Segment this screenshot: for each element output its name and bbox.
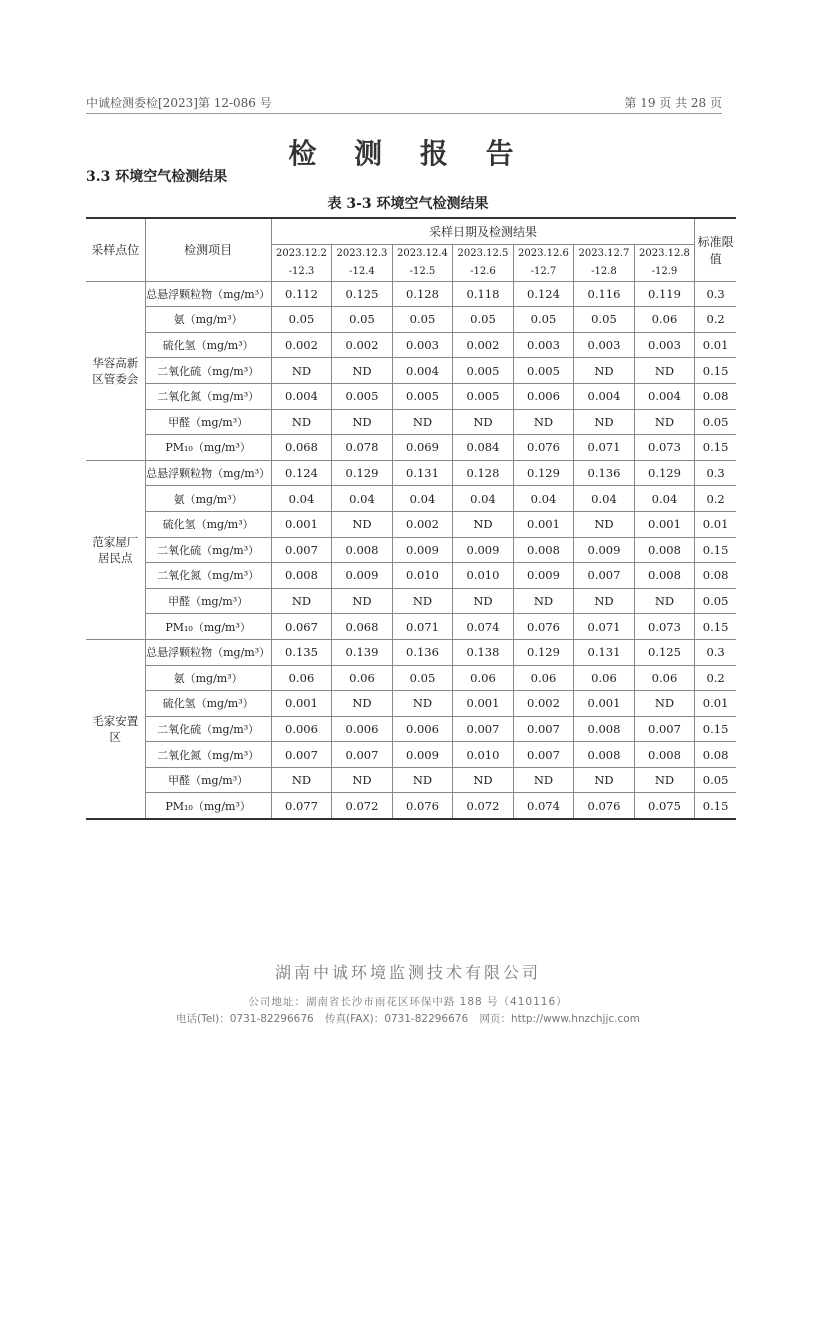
date-end: -12.7 bbox=[530, 265, 557, 277]
table-row bbox=[86, 409, 736, 435]
value-cell: 0.005 bbox=[332, 383, 393, 409]
standard-cell: 0.15 bbox=[695, 793, 736, 819]
value-cell: 0.04 bbox=[271, 486, 332, 512]
footer-address: 公司地址：湖南省长沙市雨花区环保中路 188 号（410116） bbox=[248, 996, 568, 1008]
value-cell: 0.131 bbox=[392, 460, 453, 486]
value-cell: ND bbox=[634, 691, 695, 717]
air-quality-table bbox=[86, 217, 736, 820]
standard-cell: 0.15 bbox=[695, 716, 736, 742]
item-cell: 二氧化硫（mg/m³） bbox=[145, 358, 271, 384]
value-cell: 0.139 bbox=[332, 639, 393, 665]
date-start: 2023.12.5 bbox=[457, 247, 509, 259]
value-cell: 0.072 bbox=[453, 793, 514, 819]
value-cell: 0.135 bbox=[271, 639, 332, 665]
item-cell: 甲醛（mg/m³） bbox=[145, 409, 271, 435]
standard-cell: 0.3 bbox=[695, 281, 736, 307]
date-header bbox=[634, 244, 695, 281]
value-cell: 0.005 bbox=[392, 383, 453, 409]
value-cell: 0.04 bbox=[513, 486, 574, 512]
date-start: 2023.12.6 bbox=[518, 247, 569, 259]
table-row bbox=[86, 742, 736, 768]
location-cell: 范家屋厂居民点 bbox=[86, 460, 145, 639]
value-cell: 0.076 bbox=[513, 614, 574, 640]
standard-cell: 0.08 bbox=[695, 742, 736, 768]
value-cell: 0.074 bbox=[453, 614, 514, 640]
value-cell: 0.005 bbox=[453, 383, 514, 409]
table-row bbox=[86, 486, 736, 512]
value-cell: 0.008 bbox=[574, 716, 635, 742]
value-cell: ND bbox=[453, 767, 514, 793]
table-row bbox=[86, 614, 736, 640]
value-cell: 0.001 bbox=[271, 691, 332, 717]
value-cell: ND bbox=[271, 358, 332, 384]
value-cell: 0.003 bbox=[392, 332, 453, 358]
value-cell: 0.05 bbox=[574, 307, 635, 333]
value-cell: ND bbox=[392, 588, 453, 614]
value-cell: 0.007 bbox=[271, 537, 332, 563]
value-cell: ND bbox=[332, 691, 393, 717]
date-header bbox=[392, 244, 453, 281]
col-standard-header: 标准限值 bbox=[695, 218, 736, 281]
standard-cell: 0.3 bbox=[695, 639, 736, 665]
value-cell: ND bbox=[453, 588, 514, 614]
value-cell: 0.124 bbox=[513, 281, 574, 307]
footer-company: 湖南中诚环境监测技术有限公司 bbox=[274, 963, 541, 982]
value-cell: ND bbox=[332, 588, 393, 614]
value-cell: 0.112 bbox=[271, 281, 332, 307]
value-cell: ND bbox=[332, 511, 393, 537]
value-cell: 0.007 bbox=[332, 742, 393, 768]
value-cell: 0.073 bbox=[634, 435, 695, 461]
value-cell: ND bbox=[271, 409, 332, 435]
value-cell: 0.008 bbox=[513, 537, 574, 563]
standard-cell: 0.15 bbox=[695, 358, 736, 384]
col-item-header: 检测项目 bbox=[145, 218, 271, 281]
page-title: 检 测 报 告 bbox=[288, 137, 528, 170]
value-cell: 0.008 bbox=[634, 537, 695, 563]
value-cell: 0.006 bbox=[392, 716, 453, 742]
value-cell: 0.072 bbox=[332, 793, 393, 819]
item-cell: 二氧化硫（mg/m³） bbox=[145, 716, 271, 742]
standard-cell: 0.2 bbox=[695, 486, 736, 512]
value-cell: 0.068 bbox=[271, 435, 332, 461]
value-cell: 0.05 bbox=[332, 307, 393, 333]
value-cell: ND bbox=[332, 409, 393, 435]
value-cell: ND bbox=[513, 767, 574, 793]
value-cell: 0.068 bbox=[332, 614, 393, 640]
table-row bbox=[86, 281, 736, 307]
value-cell: ND bbox=[392, 691, 453, 717]
value-cell: 0.129 bbox=[513, 639, 574, 665]
value-cell: 0.05 bbox=[453, 307, 514, 333]
value-cell: 0.007 bbox=[513, 716, 574, 742]
date-start: 2023.12.8 bbox=[639, 247, 690, 259]
item-cell: PM₁₀（mg/m³） bbox=[145, 614, 271, 640]
table-row bbox=[86, 767, 736, 793]
value-cell: 0.06 bbox=[513, 665, 574, 691]
date-end: -12.3 bbox=[288, 265, 315, 277]
item-cell: 氨（mg/m³） bbox=[145, 307, 271, 333]
value-cell: 0.05 bbox=[271, 307, 332, 333]
value-cell: 0.002 bbox=[513, 691, 574, 717]
item-cell: 总悬浮颗粒物（mg/m³） bbox=[145, 639, 271, 665]
standard-cell: 0.08 bbox=[695, 563, 736, 589]
value-cell: ND bbox=[513, 409, 574, 435]
value-cell: 0.124 bbox=[271, 460, 332, 486]
value-cell: 0.007 bbox=[513, 742, 574, 768]
value-cell: 0.001 bbox=[574, 691, 635, 717]
table-row bbox=[86, 665, 736, 691]
date-end: -12.6 bbox=[470, 265, 496, 277]
col-location-header: 采样点位 bbox=[86, 218, 145, 281]
value-cell: 0.119 bbox=[634, 281, 695, 307]
table-row bbox=[86, 332, 736, 358]
value-cell: 0.129 bbox=[634, 460, 695, 486]
value-cell: 0.04 bbox=[332, 486, 393, 512]
value-cell: 0.071 bbox=[574, 614, 635, 640]
date-start: 2023.12.4 bbox=[397, 247, 448, 259]
value-cell: ND bbox=[634, 409, 695, 435]
value-cell: 0.009 bbox=[332, 563, 393, 589]
item-cell: 甲醛（mg/m³） bbox=[145, 588, 271, 614]
table-row bbox=[86, 793, 736, 819]
col-dates-group-header: 采样日期及检测结果 bbox=[271, 218, 695, 244]
table-row bbox=[86, 588, 736, 614]
value-cell: 0.008 bbox=[271, 563, 332, 589]
value-cell: 0.136 bbox=[392, 639, 453, 665]
value-cell: 0.001 bbox=[453, 691, 514, 717]
item-cell: 甲醛（mg/m³） bbox=[145, 767, 271, 793]
value-cell: 0.003 bbox=[634, 332, 695, 358]
value-cell: 0.04 bbox=[453, 486, 514, 512]
value-cell: 0.05 bbox=[392, 665, 453, 691]
value-cell: 0.001 bbox=[513, 511, 574, 537]
value-cell: 0.125 bbox=[332, 281, 393, 307]
value-cell: ND bbox=[392, 409, 453, 435]
location-cell: 毛家安置区 bbox=[86, 639, 145, 819]
table-row bbox=[86, 691, 736, 717]
value-cell: 0.116 bbox=[574, 281, 635, 307]
item-cell: 二氧化氮（mg/m³） bbox=[145, 383, 271, 409]
footer-web: 网页：http://www.hnzchjjc.com bbox=[479, 1013, 640, 1025]
value-cell: 0.003 bbox=[574, 332, 635, 358]
standard-cell: 0.2 bbox=[695, 665, 736, 691]
item-cell: 二氧化氮（mg/m³） bbox=[145, 563, 271, 589]
value-cell: ND bbox=[634, 588, 695, 614]
item-cell: 总悬浮颗粒物（mg/m³） bbox=[145, 281, 271, 307]
value-cell: 0.06 bbox=[634, 665, 695, 691]
value-cell: 0.05 bbox=[392, 307, 453, 333]
date-end: -12.9 bbox=[651, 265, 678, 277]
value-cell: ND bbox=[453, 511, 514, 537]
value-cell: 0.06 bbox=[332, 665, 393, 691]
date-header bbox=[271, 244, 332, 281]
standard-cell: 0.01 bbox=[695, 511, 736, 537]
location-cell: 华容高新区管委会 bbox=[86, 281, 145, 460]
value-cell: 0.009 bbox=[392, 537, 453, 563]
value-cell: ND bbox=[574, 767, 635, 793]
footer-fax: 传真(FAX)：0731-82296676 bbox=[325, 1013, 469, 1025]
value-cell: 0.008 bbox=[574, 742, 635, 768]
header-row bbox=[86, 218, 736, 244]
value-cell: 0.006 bbox=[332, 716, 393, 742]
value-cell: 0.074 bbox=[513, 793, 574, 819]
footer-contact bbox=[0, 1011, 816, 1026]
value-cell: 0.010 bbox=[453, 563, 514, 589]
value-cell: ND bbox=[574, 409, 635, 435]
item-cell: 二氧化硫（mg/m³） bbox=[145, 537, 271, 563]
value-cell: 0.009 bbox=[392, 742, 453, 768]
table-row bbox=[86, 511, 736, 537]
value-cell: 0.125 bbox=[634, 639, 695, 665]
value-cell: 0.06 bbox=[271, 665, 332, 691]
date-end: -12.5 bbox=[409, 265, 436, 277]
value-cell: 0.136 bbox=[574, 460, 635, 486]
value-cell: 0.076 bbox=[392, 793, 453, 819]
standard-cell: 0.08 bbox=[695, 383, 736, 409]
report-number: 中诚检测委检[2023]第 12-086 号 bbox=[86, 96, 272, 110]
header-divider bbox=[86, 113, 722, 114]
item-cell: PM₁₀（mg/m³） bbox=[145, 435, 271, 461]
standard-cell: 0.15 bbox=[695, 435, 736, 461]
date-start: 2023.12.2 bbox=[276, 247, 327, 259]
value-cell: 0.002 bbox=[453, 332, 514, 358]
value-cell: 0.128 bbox=[453, 460, 514, 486]
value-cell: 0.009 bbox=[453, 537, 514, 563]
value-cell: 0.076 bbox=[513, 435, 574, 461]
value-cell: 0.06 bbox=[453, 665, 514, 691]
date-header bbox=[453, 244, 514, 281]
value-cell: 0.005 bbox=[513, 358, 574, 384]
value-cell: ND bbox=[574, 358, 635, 384]
value-cell: ND bbox=[332, 358, 393, 384]
table-row bbox=[86, 358, 736, 384]
value-cell: ND bbox=[634, 358, 695, 384]
table-row bbox=[86, 716, 736, 742]
value-cell: 0.078 bbox=[332, 435, 393, 461]
value-cell: 0.010 bbox=[392, 563, 453, 589]
item-cell: 硫化氢（mg/m³） bbox=[145, 511, 271, 537]
value-cell: ND bbox=[634, 767, 695, 793]
item-cell: 硫化氢（mg/m³） bbox=[145, 332, 271, 358]
value-cell: 0.076 bbox=[574, 793, 635, 819]
date-start: 2023.12.3 bbox=[336, 247, 388, 259]
value-cell: 0.007 bbox=[453, 716, 514, 742]
page-number: 第 19 页 共 28 页 bbox=[624, 96, 722, 110]
value-cell: 0.001 bbox=[271, 511, 332, 537]
value-cell: 0.069 bbox=[392, 435, 453, 461]
table-caption: 表 3-3 环境空气检测结果 bbox=[327, 196, 489, 212]
standard-cell: 0.05 bbox=[695, 588, 736, 614]
value-cell: 0.009 bbox=[574, 537, 635, 563]
date-header bbox=[332, 244, 393, 281]
value-cell: 0.003 bbox=[513, 332, 574, 358]
value-cell: 0.084 bbox=[453, 435, 514, 461]
value-cell: 0.006 bbox=[271, 716, 332, 742]
table-row bbox=[86, 537, 736, 563]
standard-cell: 0.01 bbox=[695, 332, 736, 358]
item-cell: 硫化氢（mg/m³） bbox=[145, 691, 271, 717]
date-end: -12.4 bbox=[349, 265, 375, 277]
value-cell: ND bbox=[453, 409, 514, 435]
value-cell: 0.075 bbox=[634, 793, 695, 819]
value-cell: 0.004 bbox=[574, 383, 635, 409]
value-cell: 0.009 bbox=[513, 563, 574, 589]
value-cell: 0.004 bbox=[634, 383, 695, 409]
standard-cell: 0.05 bbox=[695, 767, 736, 793]
date-start: 2023.12.7 bbox=[578, 247, 630, 259]
standard-cell: 0.05 bbox=[695, 409, 736, 435]
value-cell: 0.007 bbox=[271, 742, 332, 768]
value-cell: 0.007 bbox=[634, 716, 695, 742]
value-cell: 0.071 bbox=[574, 435, 635, 461]
item-cell: PM₁₀（mg/m³） bbox=[145, 793, 271, 819]
item-cell: 氨（mg/m³） bbox=[145, 665, 271, 691]
standard-cell: 0.3 bbox=[695, 460, 736, 486]
date-end: -12.8 bbox=[591, 265, 617, 277]
value-cell: 0.002 bbox=[392, 511, 453, 537]
value-cell: ND bbox=[574, 511, 635, 537]
value-cell: 0.04 bbox=[634, 486, 695, 512]
table-row bbox=[86, 639, 736, 665]
value-cell: 0.002 bbox=[271, 332, 332, 358]
value-cell: 0.001 bbox=[634, 511, 695, 537]
value-cell: 0.008 bbox=[634, 563, 695, 589]
value-cell: 0.128 bbox=[392, 281, 453, 307]
value-cell: ND bbox=[271, 767, 332, 793]
date-header bbox=[574, 244, 635, 281]
value-cell: ND bbox=[513, 588, 574, 614]
date-header bbox=[513, 244, 574, 281]
section-heading: 3.3 环境空气检测结果 bbox=[86, 169, 228, 185]
value-cell: 0.129 bbox=[332, 460, 393, 486]
value-cell: 0.04 bbox=[574, 486, 635, 512]
value-cell: 0.073 bbox=[634, 614, 695, 640]
standard-cell: 0.15 bbox=[695, 537, 736, 563]
value-cell: ND bbox=[392, 767, 453, 793]
table-row bbox=[86, 460, 736, 486]
item-cell: 总悬浮颗粒物（mg/m³） bbox=[145, 460, 271, 486]
value-cell: ND bbox=[574, 588, 635, 614]
value-cell: 0.002 bbox=[332, 332, 393, 358]
value-cell: ND bbox=[271, 588, 332, 614]
value-cell: 0.067 bbox=[271, 614, 332, 640]
value-cell: 0.010 bbox=[453, 742, 514, 768]
value-cell: 0.004 bbox=[392, 358, 453, 384]
value-cell: 0.004 bbox=[271, 383, 332, 409]
value-cell: 0.077 bbox=[271, 793, 332, 819]
table-row bbox=[86, 383, 736, 409]
standard-cell: 0.2 bbox=[695, 307, 736, 333]
value-cell: 0.05 bbox=[513, 307, 574, 333]
footer-tel: 电话(Tel)：0731-82296676 bbox=[176, 1013, 314, 1025]
value-cell: 0.118 bbox=[453, 281, 514, 307]
table-row bbox=[86, 435, 736, 461]
value-cell: 0.06 bbox=[574, 665, 635, 691]
value-cell: 0.129 bbox=[513, 460, 574, 486]
table-row bbox=[86, 563, 736, 589]
value-cell: 0.138 bbox=[453, 639, 514, 665]
value-cell: 0.005 bbox=[453, 358, 514, 384]
value-cell: 0.131 bbox=[574, 639, 635, 665]
standard-cell: 0.01 bbox=[695, 691, 736, 717]
value-cell: 0.008 bbox=[634, 742, 695, 768]
value-cell: 0.071 bbox=[392, 614, 453, 640]
standard-cell: 0.15 bbox=[695, 614, 736, 640]
value-cell: 0.006 bbox=[513, 383, 574, 409]
item-cell: 二氧化氮（mg/m³） bbox=[145, 742, 271, 768]
table-row bbox=[86, 307, 736, 333]
item-cell: 氨（mg/m³） bbox=[145, 486, 271, 512]
value-cell: 0.06 bbox=[634, 307, 695, 333]
value-cell: 0.008 bbox=[332, 537, 393, 563]
value-cell: ND bbox=[332, 767, 393, 793]
value-cell: 0.04 bbox=[392, 486, 453, 512]
value-cell: 0.007 bbox=[574, 563, 635, 589]
